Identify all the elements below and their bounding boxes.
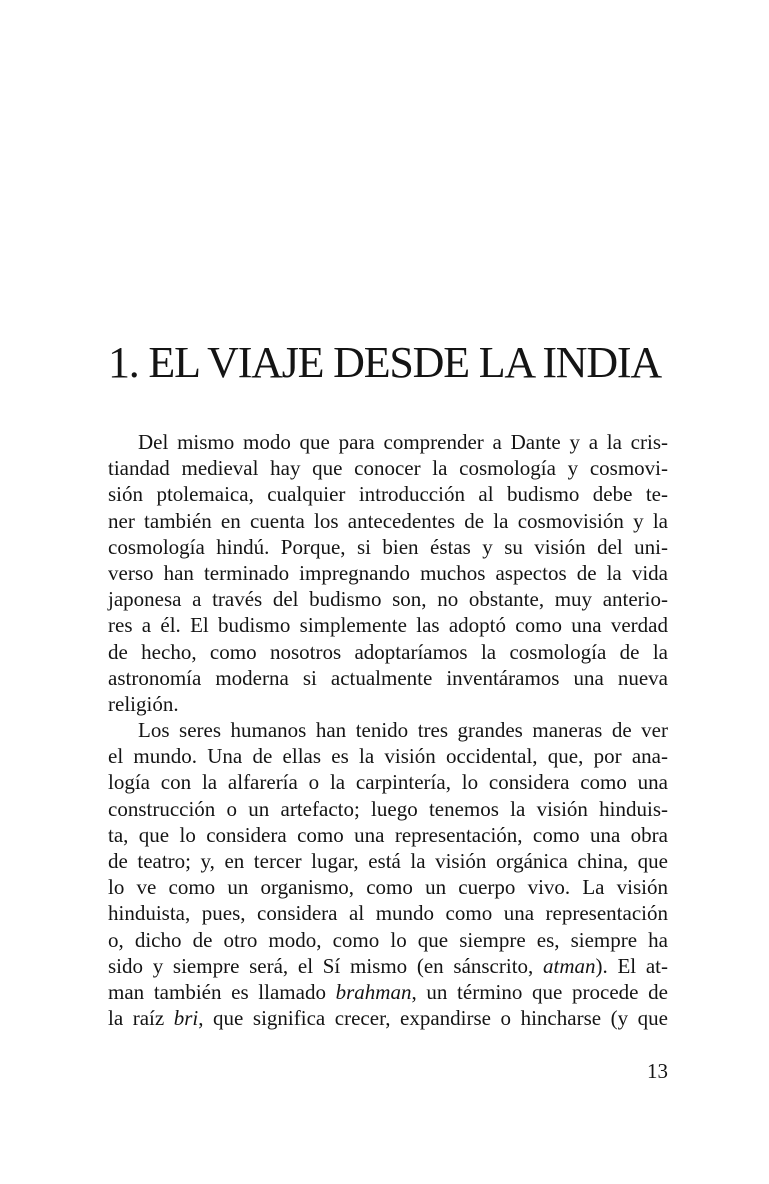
text-line: tiandad medieval hay que conocer la cosmología y cosmovi-: [108, 456, 668, 481]
text-line: de hecho, como nosotros adoptaríamos la cosmología de la: [108, 639, 668, 664]
text-line: [108, 953, 668, 979]
text-line: o, dicho de otro modo, como lo que siempre es, siempre ha: [108, 927, 668, 952]
text-run: man también es llamado: [108, 979, 336, 1004]
italic-term: brahman: [335, 979, 412, 1004]
paragraph-1: [108, 429, 668, 717]
text-line: ta, que lo considera como una representación, como una obra: [108, 822, 668, 847]
text-line: Del mismo modo que para comprender a Dante y a la cris-: [138, 430, 668, 454]
italic-term: atman: [543, 953, 596, 978]
text-line: religión.: [108, 691, 179, 716]
page-number: 13: [647, 1059, 668, 1083]
text-run: ). El at-: [595, 953, 668, 978]
text-line: verso han terminado impregnando muchos aspectos de la vida: [108, 560, 668, 585]
text-line: cosmología hindú. Porque, si bien éstas y su visión del uni-: [108, 534, 668, 559]
text-line: lo ve como un organismo, como un cuerpo vivo. La visión: [108, 875, 668, 900]
italic-term: bri: [173, 1006, 199, 1031]
text-line: japonesa a través del budismo son, no obstante, muy anterio-: [108, 587, 668, 612]
text-line: el mundo. Una de ellas es la visión occidental, que, por ana-: [108, 744, 668, 769]
text-run: la raíz: [108, 1006, 174, 1031]
body-text: [108, 429, 668, 1031]
text-line: [108, 979, 668, 1005]
text-line: hinduista, pues, considera al mundo como una representación: [108, 901, 668, 926]
text-line: de teatro; y, en tercer lugar, está la visión orgánica china, que: [108, 849, 668, 873]
text-line: astronomía moderna si actualmente inventáramos una nueva: [108, 665, 668, 690]
text-run: , que significa crecer, expandirse o hincharse (y que: [198, 1006, 668, 1031]
text-line: logía con la alfarería o la carpintería, lo considera como una: [108, 770, 668, 795]
chapter-title: 1. EL VIAJE DESDE LA INDIA: [108, 338, 661, 387]
text-line: sión ptolemaica, cualquier introducción al budismo debe te-: [108, 482, 668, 507]
paragraph-2: [108, 717, 668, 1031]
text-run: sido y siempre será, el Sí mismo (en sánscrito,: [108, 953, 544, 978]
text-line: Los seres humanos han tenido tres grandes maneras de ver: [138, 718, 668, 743]
text-run: , un término que procede de: [411, 979, 668, 1004]
text-line: ner también en cuenta los antecedentes de la cosmovisión y la: [108, 508, 668, 533]
text-line: res a él. El budismo simplemente las adoptó como una verdad: [108, 613, 668, 638]
text-line: construcción o un artefacto; luego tenemos la visión hinduis-: [108, 796, 668, 821]
text-line: [108, 1005, 668, 1031]
